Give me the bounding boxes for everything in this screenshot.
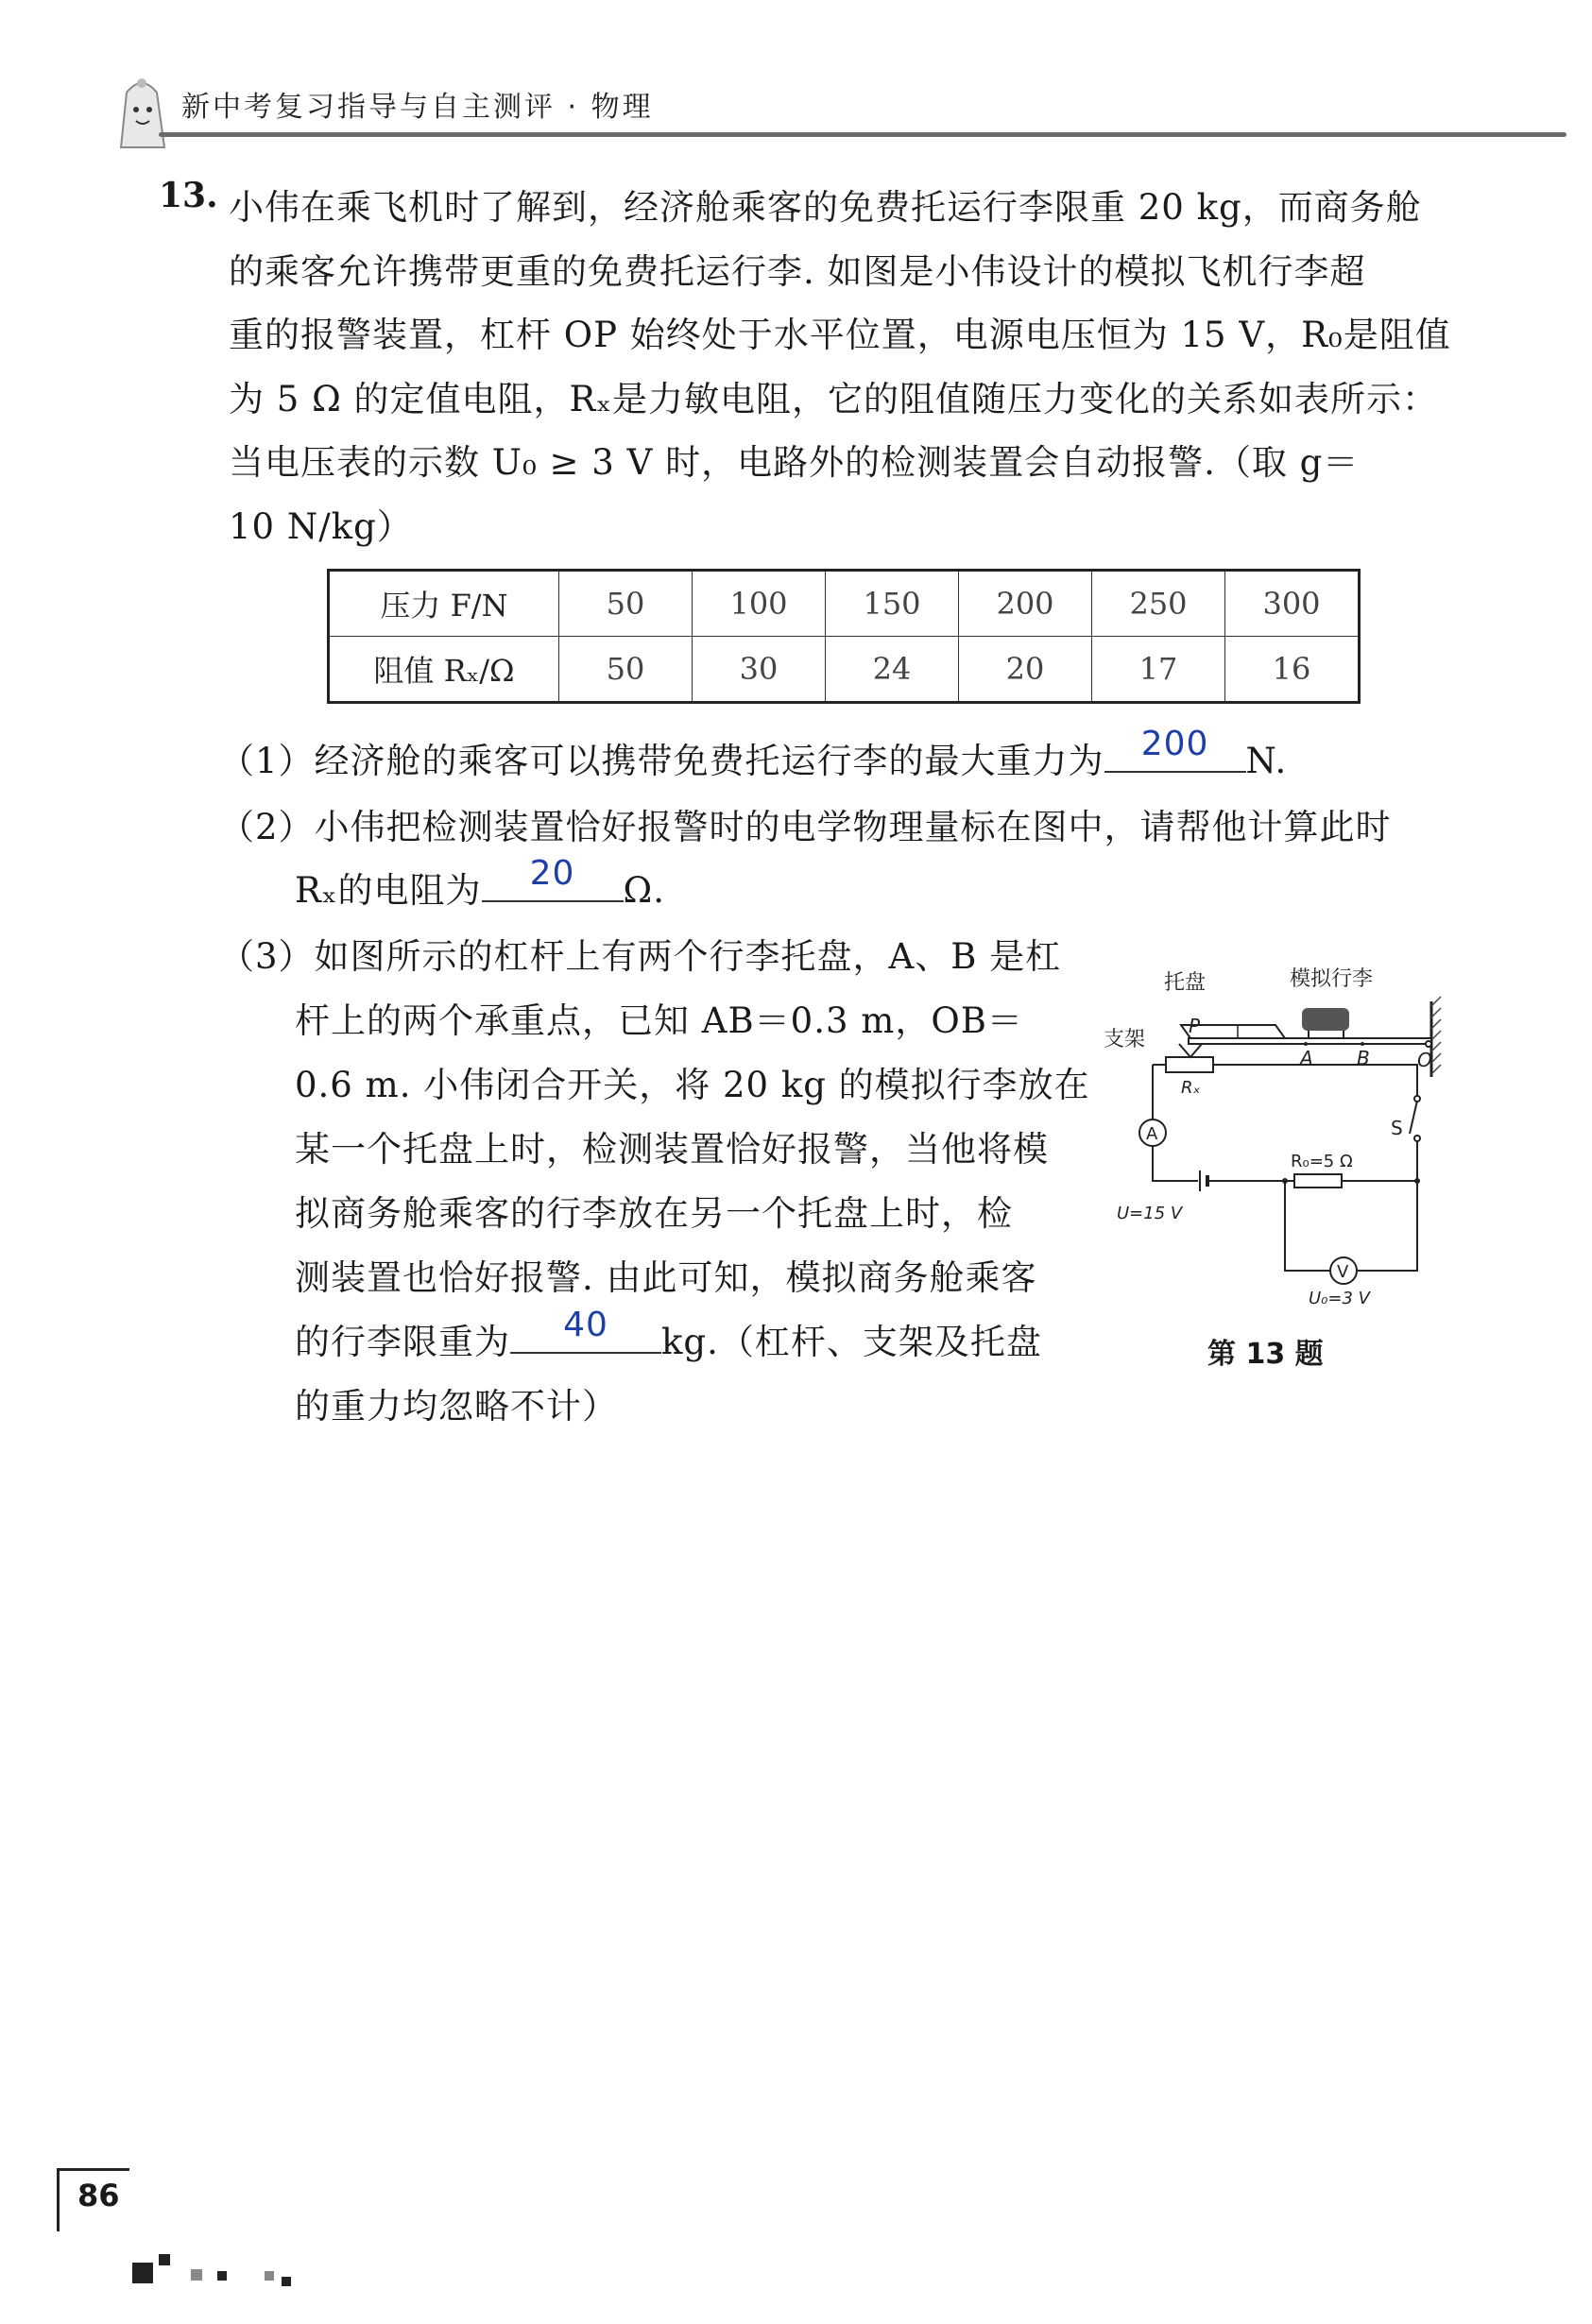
label-p: P: [1189, 1015, 1201, 1037]
stem-line: 10 N/kg）: [229, 505, 413, 547]
switch[interactable]: [1410, 1101, 1417, 1134]
answer-blank-3[interactable]: [510, 1306, 661, 1354]
table-cell: 17: [1092, 637, 1225, 703]
part-1-unit: N.: [1245, 741, 1288, 781]
part-3-unit: kg.（杠杆、支架及托盘: [661, 1322, 1042, 1362]
stem-line: 小伟在乘飞机时了解到，经济舱乘客的免费托运行李限重 20 kg，而商务舱: [229, 187, 1422, 228]
part-3-line: （3）如图所示的杠杆上有两个行李托盘，A、B 是杠: [219, 936, 1062, 977]
slider-pointer: [1179, 1044, 1202, 1057]
rx-resistor: [1166, 1057, 1213, 1072]
part-2-unit: Ω.: [623, 870, 665, 911]
stem-line: 当电压表的示数 U₀ ≥ 3 V 时，电路外的检测装置会自动报警.（取 g＝: [229, 442, 1360, 483]
label-b: B: [1357, 1047, 1370, 1069]
part-3-answer-line: [295, 1306, 1042, 1364]
luggage: [1302, 1008, 1349, 1031]
question-number: 13.: [159, 176, 218, 215]
table-cell: 50: [559, 571, 693, 637]
part-3-line: 0.6 m. 小伟闭合开关，将 20 kg 的模拟行李放在: [295, 1065, 1090, 1105]
table-cell: 300: [1225, 571, 1360, 637]
page-number: 86: [77, 2178, 120, 2213]
part-2-line-2: [295, 854, 665, 913]
label-rx: Rₓ: [1181, 1078, 1201, 1098]
r0-resistor: [1294, 1174, 1342, 1188]
label-voltmeter: V: [1337, 1262, 1349, 1282]
label-bracket: 支架: [1104, 1028, 1146, 1051]
label-o: O: [1417, 1049, 1432, 1071]
stem-line: 为 5 Ω 的定值电阻，Rₓ是力敏电阻，它的阻值随压力变化的关系如表所示：: [229, 378, 1439, 419]
table-cell: 20: [959, 637, 1092, 703]
part-2-line-1: （2）小伟把检测装置恰好报警时的电学物理量标在图中，请帮他计算此时: [219, 807, 1392, 847]
part-1: [219, 725, 1288, 783]
question-stem: [229, 176, 1457, 558]
table-cell: 150: [826, 571, 959, 637]
table-cell: 200: [959, 571, 1092, 637]
table-row: [329, 571, 1360, 637]
row-header-resistance: 阻值 Rₓ/Ω: [329, 637, 559, 703]
label-luggage: 模拟行李: [1290, 967, 1374, 991]
point-a: [1304, 1042, 1308, 1046]
answer-blank-2[interactable]: [482, 854, 624, 902]
mascot-icon: [113, 74, 170, 149]
force-resistance-table: [327, 569, 1361, 704]
decor-square: [132, 2263, 153, 2283]
circuit-figure: [1096, 949, 1455, 1308]
row-header-force: 压力 F/N: [329, 571, 559, 637]
part-3-line: 拟商务舱乘客的行李放在另一个托盘上时，检: [295, 1193, 1013, 1234]
part-3-text: 的行李限重为: [295, 1322, 510, 1362]
label-s: S: [1391, 1117, 1403, 1139]
answer-2: 20: [529, 854, 575, 893]
header-divider: [159, 132, 1566, 137]
decor-square: [159, 2254, 170, 2265]
label-ammeter: A: [1146, 1124, 1158, 1144]
stem-line: 重的报警装置，杠杆 OP 始终处于水平位置，电源电压恒为 15 V，R₀是阻值: [229, 315, 1451, 355]
table-cell: 30: [693, 637, 826, 703]
part-2-text: Rₓ的电阻为: [295, 870, 482, 911]
decor-square: [191, 2269, 202, 2281]
stem-line: 的乘客允许携带更重的免费托运行李. 如图是小伟设计的模拟飞机行李超: [229, 250, 1366, 292]
label-u0: U₀=3 V: [1309, 1289, 1370, 1308]
part-1-text: （1）经济舱的乘客可以携带免费托运行李的最大重力为: [219, 741, 1104, 781]
table-cell: 16: [1225, 637, 1360, 703]
decor-square: [282, 2277, 291, 2286]
book-title: 新中考复习指导与自主测评 · 物理: [181, 91, 654, 124]
table-row: [329, 637, 1360, 703]
decor-square: [217, 2271, 227, 2281]
table-cell: 250: [1092, 571, 1225, 637]
answer-blank-1[interactable]: [1104, 725, 1246, 773]
table-cell: 24: [826, 637, 959, 703]
label-tray: 托盘: [1164, 971, 1207, 995]
label-a: A: [1300, 1047, 1313, 1069]
answer-3: 40: [563, 1306, 608, 1344]
table-cell: 50: [559, 637, 693, 703]
table-cell: 100: [693, 571, 826, 637]
part-3-line: 某一个托盘上时，检测装置恰好报警，当他将模: [295, 1129, 1049, 1170]
part-3-line: 测装置也恰好报警. 由此可知，模拟商务舱乘客: [295, 1257, 1037, 1298]
label-u: U=15 V: [1117, 1204, 1183, 1223]
figure-caption: 第 13 题: [1207, 1338, 1324, 1371]
part-3-line: 的重力均忽略不计）: [295, 1386, 618, 1427]
decor-square: [265, 2271, 274, 2281]
part-3-line: 杆上的两个承重点，已知 AB＝0.3 m，OB＝: [295, 1000, 1023, 1041]
label-r0: R₀=5 Ω: [1291, 1152, 1353, 1171]
page-header: [113, 74, 1568, 149]
pivot-o: [1426, 1041, 1431, 1047]
answer-1: 200: [1140, 725, 1209, 763]
point-b: [1361, 1042, 1364, 1046]
